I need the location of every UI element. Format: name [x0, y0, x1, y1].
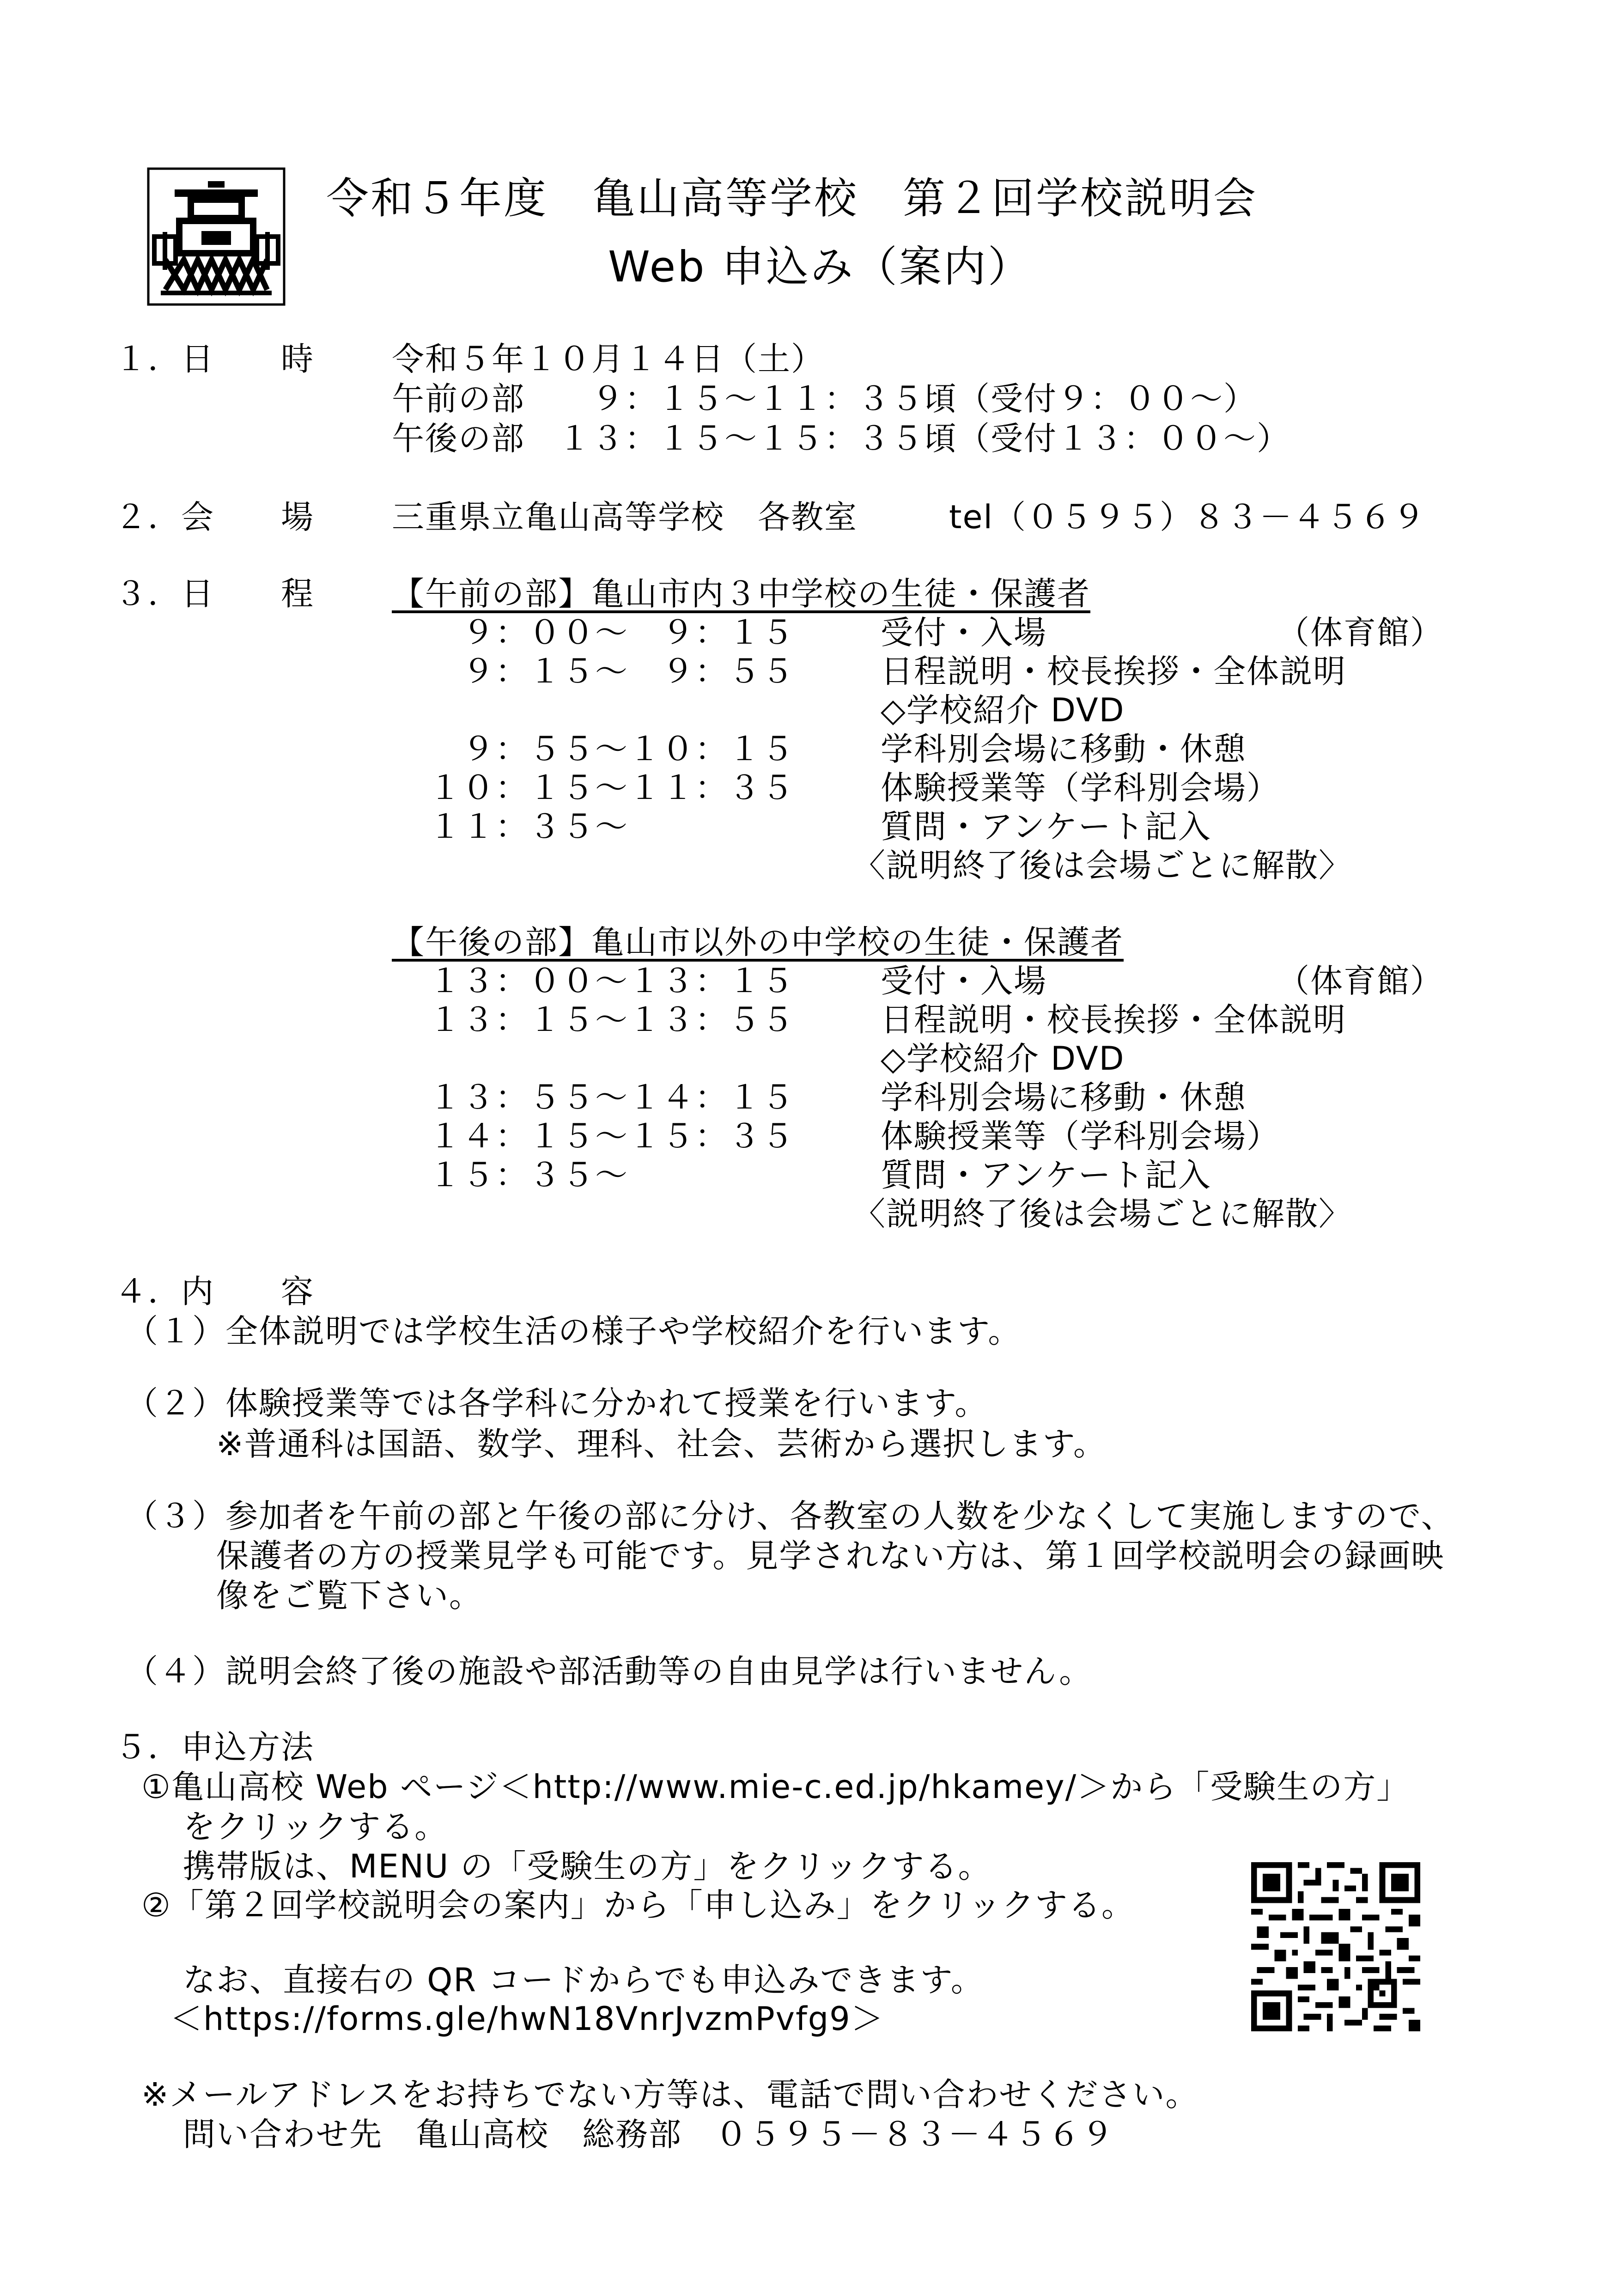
contact-info: 問い合わせ先 亀山高校 総務部 ０５９５－８３－４５６９	[183, 2115, 1114, 2153]
schedule-activity: 体験授業等（学科別会場）	[881, 1117, 1280, 1155]
schedule-time: ９：１５～ ９：５５	[462, 652, 795, 690]
schedule-activity: 学科別会場に移動・休憩	[881, 1078, 1247, 1116]
schedule-time: １３：００～１３：１５	[429, 962, 795, 1000]
schedule-note: 〈説明終了後は会場ごとに解散〉	[853, 1195, 1352, 1233]
application-step-1-line-2: をクリックする。	[183, 1808, 448, 1846]
venue-name: 三重県立亀山高等学校 各教室	[392, 498, 858, 536]
qr-instructions: なお、直接右の QR コードからでも申込みできます。	[183, 1961, 984, 1999]
schedule-note: 〈説明終了後は会場ごとに解散〉	[853, 847, 1352, 884]
schedule-activity: 質問・アンケート記入	[881, 808, 1211, 846]
content-item-1: （１）全体説明では学校生活の様子や学校紹介を行います。	[126, 1312, 1022, 1350]
content-item-3-line-2: 保護者の方の授業見学も可能です。見学されない方は、第１回学校説明会の録画映	[216, 1537, 1445, 1575]
schedule-place: （体育館）	[1277, 962, 1443, 1000]
schedule-time: １３：１５～１３：５５	[429, 1001, 795, 1039]
section-3-label: ３．日 程	[115, 575, 314, 613]
page-title: 令和５年度 亀山高等学校 第２回学校説明会	[326, 174, 1258, 223]
school-crest-icon	[147, 167, 286, 306]
schedule-activity: 体験授業等（学科別会場）	[881, 769, 1280, 807]
form-url: ＜https://forms.gle/hwN18VnrJvzmPvfg9＞	[170, 2000, 884, 2038]
schedule-time: １３：５５～１４：１５	[429, 1078, 795, 1116]
page-subtitle: Web 申込み（案内）	[608, 242, 1032, 292]
application-step-1: ①亀山高校 Web ページ＜http://www.mie-c.ed.jp/hkamey/＞から「受験生の方」	[141, 1768, 1410, 1806]
schedule-activity: 受付・入場	[881, 962, 1047, 1000]
schedule-time: １５：３５～	[429, 1156, 628, 1194]
afternoon-schedule-heading: 【午後の部】亀山市以外の中学校の生徒・保護者	[392, 923, 1124, 961]
morning-schedule-heading: 【午前の部】亀山市内３中学校の生徒・保護者	[392, 575, 1090, 613]
section-4-label: ４．内 容	[115, 1273, 314, 1310]
content-item-2: （２）体験授業等では各学科に分かれて授業を行います。	[126, 1384, 988, 1422]
schedule-activity: 日程説明・校長挨拶・全体説明	[881, 652, 1346, 690]
schedule-time: １４：１５～１５：３５	[429, 1117, 795, 1155]
application-step-1-mobile: 携帯版は、MENU の「受験生の方」をクリックする。	[183, 1847, 991, 1885]
application-step-2: ②「第２回学校説明会の案内」から「申し込み」をクリックする。	[141, 1886, 1135, 1924]
section-1-label: １．日 時	[115, 340, 314, 378]
content-item-3-line-3: 像をご覧下さい。	[216, 1577, 482, 1615]
no-email-note: ※メールアドレスをお持ちでない方等は、電話で問い合わせください。	[141, 2076, 1199, 2114]
schedule-activity: ◇学校紹介 DVD	[881, 691, 1125, 729]
schedule-activity: 学科別会場に移動・休憩	[881, 730, 1247, 768]
content-item-2-note: ※普通科は国語、数学、理科、社会、芸術から選択します。	[216, 1425, 1107, 1463]
schedule-activity: ◇学校紹介 DVD	[881, 1040, 1125, 1078]
qr-code-icon	[1251, 1862, 1420, 2031]
schedule-activity: 受付・入場	[881, 614, 1047, 652]
section-5-label: ５．申込方法	[115, 1728, 314, 1766]
venue-tel: tel（０５９５）８３－４５６９	[949, 498, 1426, 536]
morning-session-time: 午前の部 ９：１５～１１：３５頃（受付９：００～）	[392, 380, 1257, 418]
schedule-time: ９：００～ ９：１５	[462, 614, 795, 652]
section-2-label: ２．会 場	[115, 498, 314, 536]
content-item-3: （３）参加者を午前の部と午後の部に分け、各教室の人数を少なくして実施しますので、	[126, 1497, 1454, 1535]
event-date: 令和５年１０月１４日（土）	[392, 340, 824, 378]
schedule-activity: 日程説明・校長挨拶・全体説明	[881, 1001, 1346, 1039]
schedule-place: （体育館）	[1277, 614, 1443, 652]
schedule-activity: 質問・アンケート記入	[881, 1156, 1211, 1194]
content-item-4: （４）説明会終了後の施設や部活動等の自由見学は行いません。	[126, 1652, 1093, 1690]
afternoon-session-time: 午後の部 １３：１５～１５：３５頃（受付１３：００～）	[392, 420, 1290, 457]
schedule-time: １０：１５～１１：３５	[429, 769, 795, 807]
schedule-time: １１：３５～	[429, 808, 628, 846]
schedule-time: ９：５５～１０：１５	[462, 730, 795, 768]
